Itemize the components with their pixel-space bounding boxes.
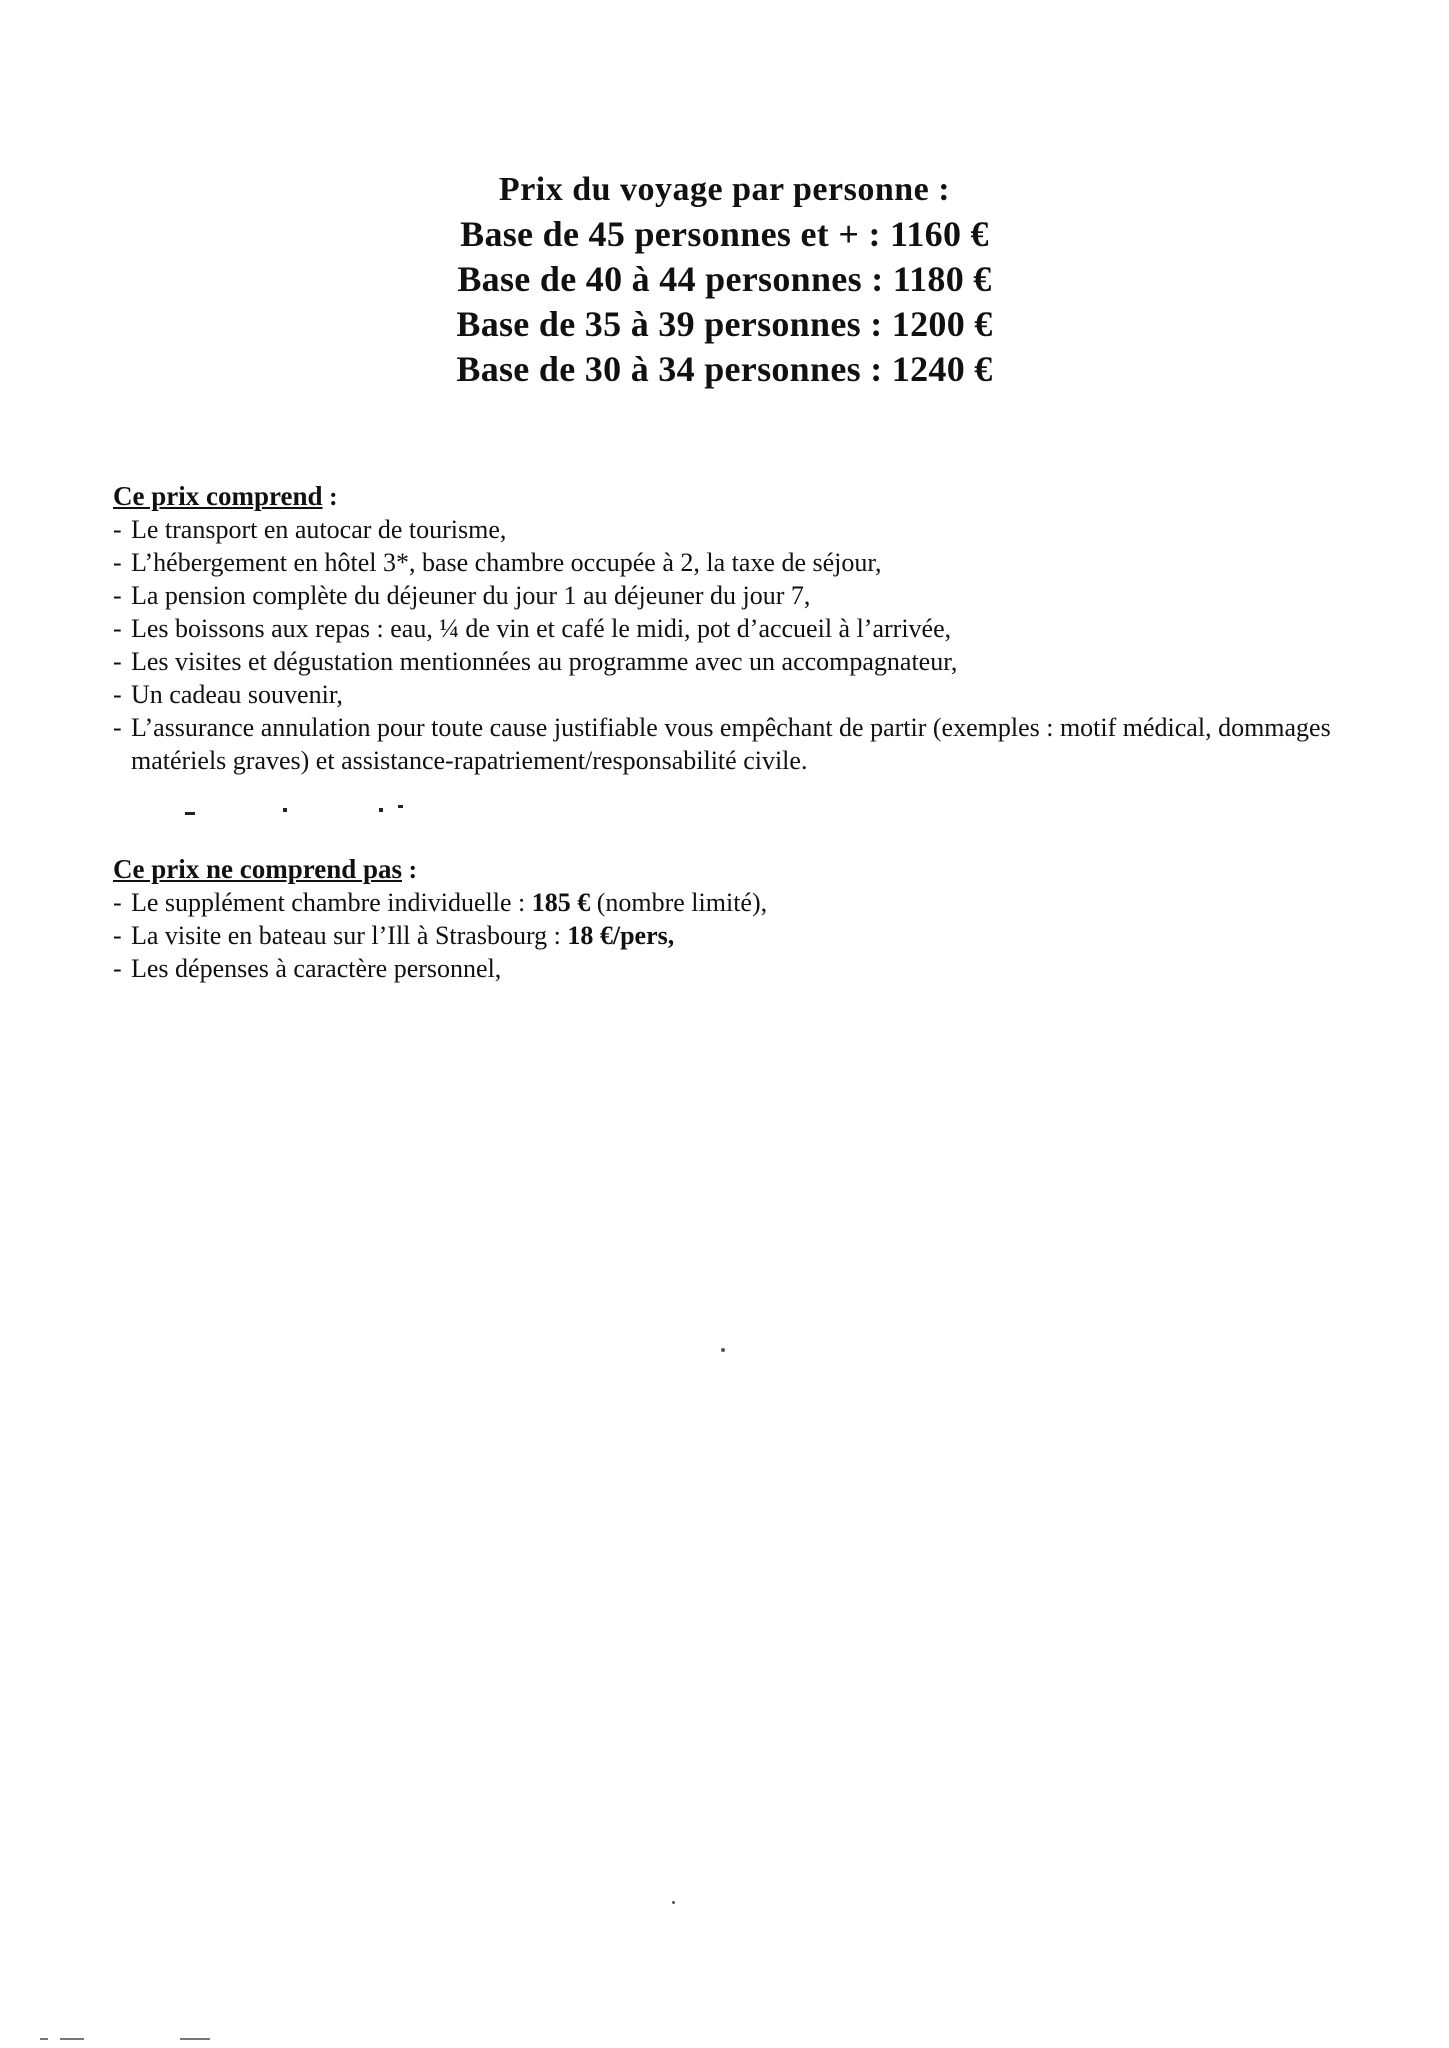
bullet-dash: -	[113, 647, 122, 676]
bullet-dash: -	[113, 515, 122, 544]
scan-speck	[721, 1348, 725, 1352]
list-item	[113, 579, 1353, 612]
list-item-text-after: (nombre limité),	[590, 888, 768, 917]
price-line: Base de 45 personnes et + : 1160 €	[460, 214, 989, 254]
excludes-heading: Ce prix ne comprend pas	[113, 854, 403, 884]
list-item-price: 18 €/pers,	[567, 921, 675, 950]
bullet-dash: -	[113, 954, 122, 983]
list-item-text: L’hébergement en hôtel 3*, base chambre occupée à 2, la taxe de séjour,	[131, 548, 882, 577]
list-item-text: L’assurance annulation pour toute cause justifiable vous empêchant de partir (exemples : motif médical, dommages matériels graves) et assistance-rapatriement/responsabilité civile.	[131, 713, 1331, 775]
bullet-dash: -	[113, 921, 122, 950]
list-item-text: Le transport en autocar de tourisme,	[131, 515, 507, 544]
list-item	[113, 711, 1353, 777]
list-item-text: Les dépenses à caractère personnel,	[131, 954, 502, 983]
list-item-text: Le supplément chambre individuelle :	[131, 888, 532, 917]
list-item-text: La pension complète du déjeuner du jour 1 au déjeuner du jour 7,	[131, 581, 811, 610]
includes-heading-colon: :	[322, 482, 338, 511]
price-title: Prix du voyage par personne :	[498, 171, 951, 208]
scan-speck	[672, 1901, 675, 1904]
list-item	[113, 645, 1353, 678]
list-item	[113, 886, 1353, 919]
list-item	[113, 919, 1353, 952]
includes-section	[113, 480, 1353, 777]
bottom-edge-marks	[40, 2038, 340, 2042]
list-item	[113, 678, 1353, 711]
bullet-dash: -	[113, 888, 122, 917]
price-line: Base de 40 à 44 personnes : 1180 €	[457, 259, 992, 299]
bullet-dash: -	[113, 680, 122, 709]
excludes-heading-row	[113, 853, 1353, 886]
scan-artifacts	[185, 800, 425, 820]
excludes-heading-colon: :	[402, 855, 418, 884]
list-item-text: Les visites et dégustation mentionnées au programme avec un accompagnateur,	[131, 647, 958, 676]
includes-heading: Ce prix comprend	[113, 481, 323, 511]
bullet-dash: -	[113, 548, 122, 577]
price-block	[0, 168, 1449, 392]
excludes-section	[113, 853, 1353, 985]
list-item	[113, 612, 1353, 645]
bullet-dash: -	[113, 614, 122, 643]
list-item-text: Un cadeau souvenir,	[131, 680, 343, 709]
list-item-price: 185 €	[531, 888, 591, 917]
list-item	[113, 546, 1353, 579]
price-line: Base de 35 à 39 personnes : 1200 €	[456, 304, 993, 344]
list-item-text: La visite en bateau sur l’Ill à Strasbourg :	[131, 921, 568, 950]
price-line: Base de 30 à 34 personnes : 1240 €	[456, 349, 993, 389]
bullet-dash: -	[113, 581, 122, 610]
list-item	[113, 952, 1353, 985]
list-item	[113, 513, 1353, 546]
includes-heading-row	[113, 480, 1353, 513]
list-item-text: Les boissons aux repas : eau, ¼ de vin et café le midi, pot d’accueil à l’arrivée,	[131, 614, 952, 643]
bullet-dash: -	[113, 713, 122, 742]
